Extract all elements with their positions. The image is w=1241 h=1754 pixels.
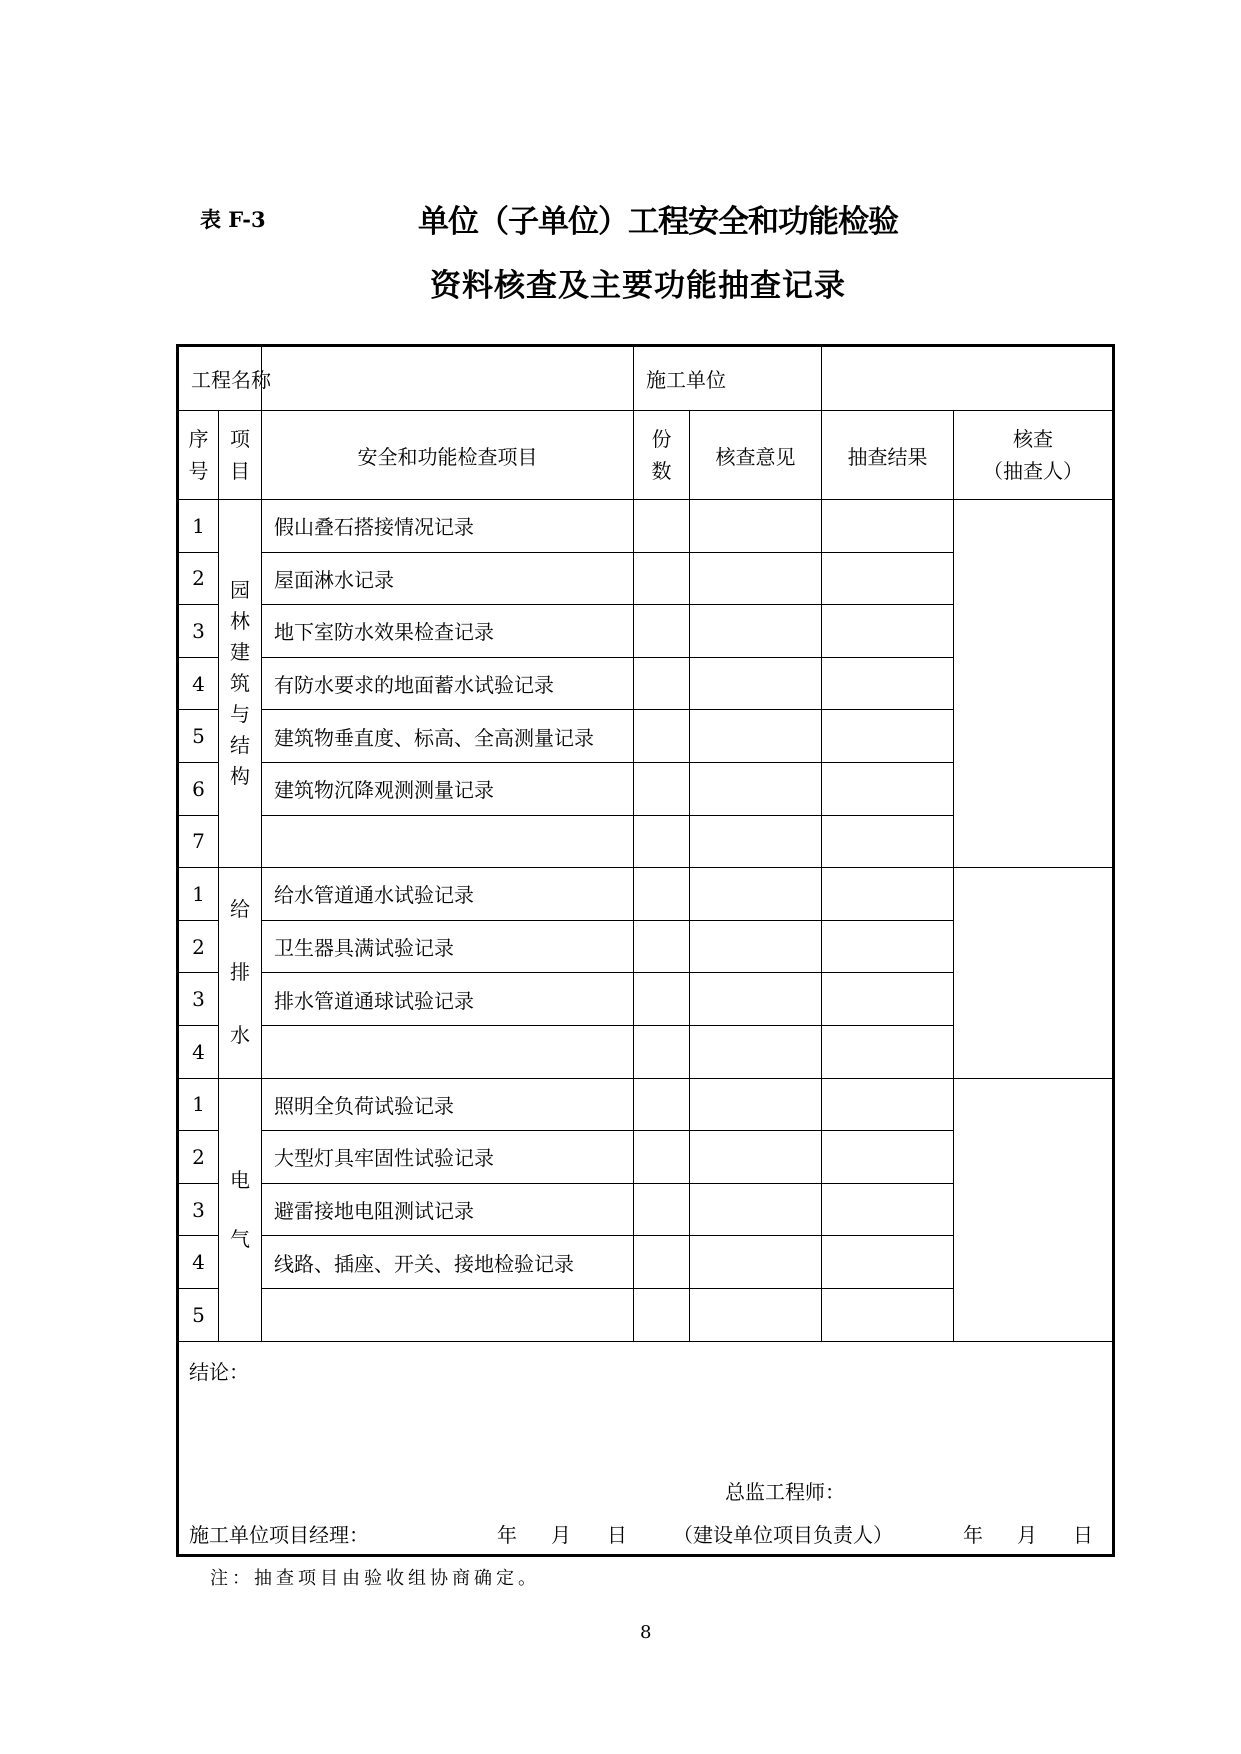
opinion-cell[interactable] <box>690 500 822 553</box>
opinion-cell[interactable] <box>690 552 822 605</box>
copies-cell[interactable] <box>634 973 690 1026</box>
result-cell[interactable] <box>822 605 954 658</box>
row-item: 线路、插座、开关、接地检验记录 <box>262 1236 634 1289</box>
opinion-cell[interactable] <box>690 1078 822 1131</box>
table-row <box>178 500 1114 553</box>
manager-date-month: 月 <box>551 1522 571 1547</box>
category-char: 构 <box>230 764 250 789</box>
copies-cell[interactable] <box>634 815 690 868</box>
opinion-cell[interactable] <box>690 762 822 815</box>
copies-cell[interactable] <box>634 605 690 658</box>
row-seq: 1 <box>178 1078 219 1131</box>
opinion-cell[interactable] <box>690 815 822 868</box>
row-seq: 2 <box>178 552 219 605</box>
col-header-checker: 核查 （抽查人） <box>954 411 1114 500</box>
result-cell[interactable] <box>822 1183 954 1236</box>
row-seq: 2 <box>178 920 219 973</box>
table-row <box>178 1078 1114 1131</box>
page-title-line-1: 单位（子单位）工程安全和功能检验 <box>418 204 898 240</box>
page-title-line-2: 资料核查及主要功能抽查记录 <box>430 268 846 304</box>
row-item <box>262 815 634 868</box>
row-item: 屋面淋水记录 <box>262 552 634 605</box>
row-item: 照明全负荷试验记录 <box>262 1078 634 1131</box>
copies-cell[interactable] <box>634 1288 690 1341</box>
row-item: 有防水要求的地面蓄水试验记录 <box>262 657 634 710</box>
row-item: 避雷接地电阻测试记录 <box>262 1183 634 1236</box>
copies-cell[interactable] <box>634 552 690 605</box>
result-cell[interactable] <box>822 552 954 605</box>
result-cell[interactable] <box>822 657 954 710</box>
row-seq: 6 <box>178 762 219 815</box>
row-seq: 4 <box>178 1025 219 1078</box>
owner-date-year: 年 <box>963 1522 983 1547</box>
category-char: 园 <box>230 578 250 603</box>
row-seq: 1 <box>178 868 219 921</box>
row-item: 地下室防水效果检查记录 <box>262 605 634 658</box>
manager-date-year: 年 <box>497 1522 517 1547</box>
row-item: 排水管道通球试验记录 <box>262 973 634 1026</box>
result-cell[interactable] <box>822 1078 954 1131</box>
row-item: 建筑物垂直度、标高、全高测量记录 <box>262 710 634 763</box>
category-char: 给 <box>230 897 250 922</box>
result-cell[interactable] <box>822 868 954 921</box>
copies-cell[interactable] <box>634 920 690 973</box>
construction-unit-label: 施工单位 <box>634 346 822 411</box>
col-header-copies: 份 数 <box>634 411 690 500</box>
category-char: 建 <box>230 640 250 665</box>
category-cell <box>219 500 262 868</box>
row-item: 大型灯具牢固性试验记录 <box>262 1131 634 1184</box>
row-seq: 7 <box>178 815 219 868</box>
category-char: 电 <box>230 1167 250 1192</box>
result-cell[interactable] <box>822 500 954 553</box>
row-seq: 3 <box>178 605 219 658</box>
checker-cell[interactable] <box>954 868 1114 1078</box>
row-seq: 4 <box>178 1236 219 1289</box>
row-seq: 1 <box>178 500 219 553</box>
opinion-cell[interactable] <box>690 920 822 973</box>
checker-cell[interactable] <box>954 1078 1114 1341</box>
result-cell[interactable] <box>822 710 954 763</box>
info-row <box>178 346 1114 411</box>
result-cell[interactable] <box>822 920 954 973</box>
row-seq: 5 <box>178 1288 219 1341</box>
result-cell[interactable] <box>822 1288 954 1341</box>
opinion-cell[interactable] <box>690 1288 822 1341</box>
col-header-item: 安全和功能检查项目 <box>262 411 634 500</box>
opinion-cell[interactable] <box>690 710 822 763</box>
row-seq: 2 <box>178 1131 219 1184</box>
category-char: 林 <box>230 609 250 634</box>
copies-cell[interactable] <box>634 762 690 815</box>
copies-cell[interactable] <box>634 868 690 921</box>
opinion-cell[interactable] <box>690 1025 822 1078</box>
owner-representative-label: （建设单位项目负责人） <box>673 1522 893 1547</box>
opinion-cell[interactable] <box>690 1236 822 1289</box>
result-cell[interactable] <box>822 1025 954 1078</box>
result-cell[interactable] <box>822 815 954 868</box>
owner-date-month: 月 <box>1017 1522 1037 1547</box>
manager-date-day: 日 <box>607 1522 627 1547</box>
opinion-cell[interactable] <box>690 1183 822 1236</box>
category-char: 与 <box>230 702 250 727</box>
result-cell[interactable] <box>822 973 954 1026</box>
copies-cell[interactable] <box>634 657 690 710</box>
construction-unit-field[interactable] <box>822 346 1114 411</box>
footnote: 注：抽查项目由验收组协商确定。 <box>210 1568 540 1589</box>
page-number: 8 <box>640 1622 652 1643</box>
col-header-result: 抽查结果 <box>822 411 954 500</box>
opinion-cell[interactable] <box>690 868 822 921</box>
copies-cell[interactable] <box>634 1025 690 1078</box>
row-seq: 4 <box>178 657 219 710</box>
checker-cell[interactable] <box>954 500 1114 868</box>
category-char: 筑 <box>230 671 250 696</box>
result-cell[interactable] <box>822 762 954 815</box>
row-item: 给水管道通水试验记录 <box>262 868 634 921</box>
opinion-cell[interactable] <box>690 1131 822 1184</box>
row-seq: 3 <box>178 1183 219 1236</box>
conclusion-section[interactable] <box>178 1341 1114 1555</box>
copies-cell[interactable] <box>634 710 690 763</box>
row-seq: 5 <box>178 710 219 763</box>
category-cell <box>219 868 262 1078</box>
copies-cell[interactable] <box>634 1078 690 1131</box>
chief-engineer-label: 总监工程师： <box>725 1479 845 1504</box>
row-item: 建筑物沉降观测测量记录 <box>262 762 634 815</box>
row-item <box>262 1025 634 1078</box>
table-row <box>178 868 1114 921</box>
project-name-field[interactable] <box>262 346 634 411</box>
category-cell <box>219 1078 262 1341</box>
category-char: 结 <box>230 733 250 758</box>
inspection-record-table <box>176 344 1115 1557</box>
copies-cell[interactable] <box>634 500 690 553</box>
opinion-cell[interactable] <box>690 605 822 658</box>
project-manager-label: 施工单位项目经理： <box>189 1522 369 1547</box>
col-header-opinion: 核查意见 <box>690 411 822 500</box>
col-header-category: 项 目 <box>219 411 262 500</box>
result-cell[interactable] <box>822 1236 954 1289</box>
owner-date-day: 日 <box>1073 1522 1093 1547</box>
copies-cell[interactable] <box>634 1131 690 1184</box>
copies-cell[interactable] <box>634 1236 690 1289</box>
column-header-row <box>178 411 1114 500</box>
category-char: 排 <box>230 960 250 985</box>
category-char: 水 <box>230 1023 250 1048</box>
table-code: 表 F-3 <box>200 207 266 232</box>
copies-cell[interactable] <box>634 1183 690 1236</box>
row-seq: 3 <box>178 973 219 1026</box>
opinion-cell[interactable] <box>690 657 822 710</box>
row-item: 假山叠石搭接情况记录 <box>262 500 634 553</box>
row-item <box>262 1288 634 1341</box>
row-item: 卫生器具满试验记录 <box>262 920 634 973</box>
opinion-cell[interactable] <box>690 973 822 1026</box>
col-header-seq: 序 号 <box>178 411 219 500</box>
project-name-label: 工程名称 <box>178 346 262 411</box>
result-cell[interactable] <box>822 1131 954 1184</box>
category-char: 气 <box>230 1226 250 1251</box>
conclusion-label: 结论： <box>189 1359 249 1384</box>
